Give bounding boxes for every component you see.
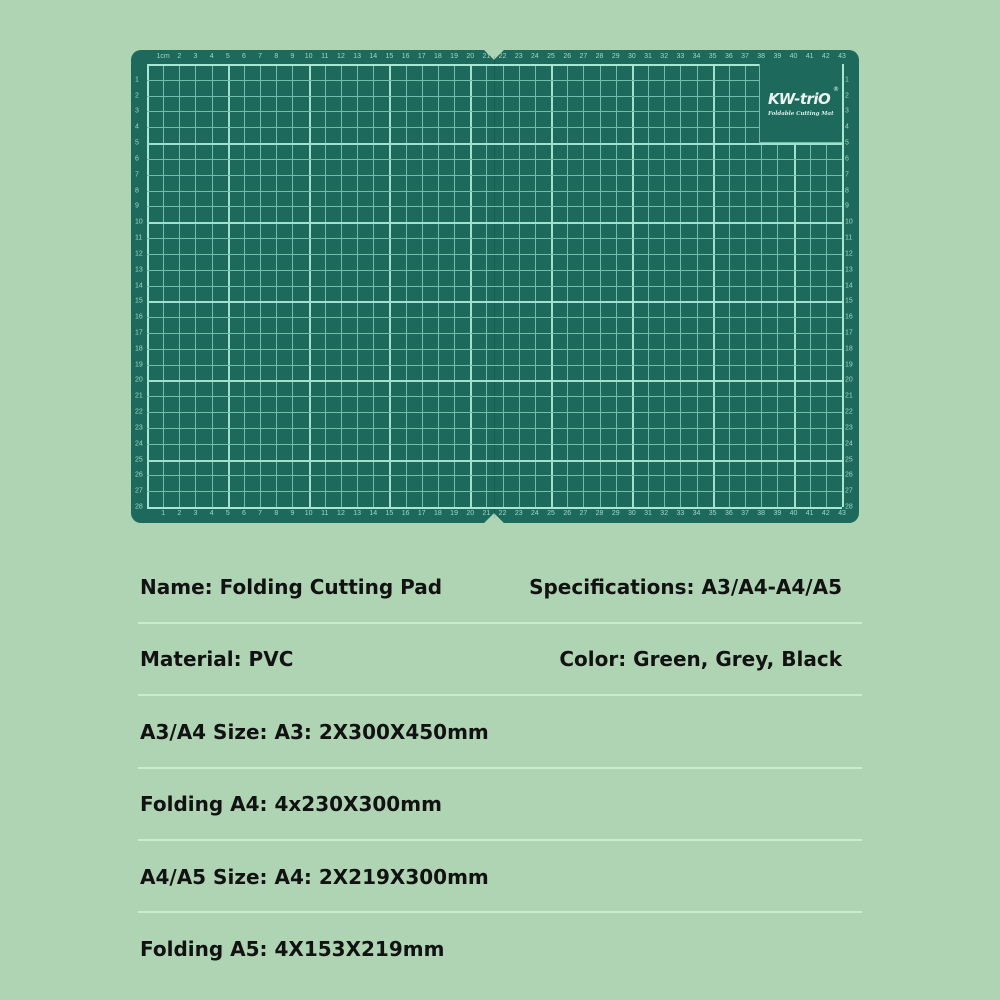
ruler-column-label: 36 — [724, 510, 733, 517]
ruler-row-label: 11 — [845, 234, 853, 242]
ruler-column-label: 18 — [434, 510, 442, 517]
ruler-row-label: 14 — [845, 282, 853, 289]
ruler-column-label: 27 — [579, 53, 588, 60]
ruler-column-label: 35 — [708, 53, 717, 60]
ruler-column-label: 32 — [660, 510, 669, 517]
ruler-column-label: 32 — [660, 53, 669, 60]
grid-horizontal-line — [147, 412, 842, 413]
ruler-column-label: 24 — [531, 510, 539, 517]
ruler-column-label: 33 — [676, 510, 685, 517]
grid-horizontal-line — [147, 301, 842, 303]
ruler-column-label: 24 — [531, 53, 539, 60]
ruler-column-label: 8 — [274, 53, 279, 60]
ruler-column-label: 2 — [177, 510, 182, 517]
ruler-column-label: 28 — [595, 53, 604, 60]
grid-horizontal-line — [147, 270, 842, 271]
grid-horizontal-line — [147, 143, 842, 145]
ruler-row-label: 9 — [135, 202, 139, 210]
ruler-column-label: 12 — [337, 53, 345, 60]
ruler-row-label: 11 — [135, 234, 143, 242]
ruler-row-label: 12 — [845, 250, 853, 258]
ruler-row-label: 27 — [135, 487, 143, 495]
ruler-row-label: 22 — [135, 408, 143, 416]
divider — [138, 694, 862, 696]
ruler-column-label: 40 — [789, 53, 798, 60]
grid-horizontal-line — [147, 491, 842, 492]
grid-horizontal-line — [147, 317, 842, 318]
ruler-column-label: 25 — [547, 53, 555, 60]
ruler-row-label: 17 — [135, 329, 143, 337]
ruler-column-label: 25 — [547, 510, 555, 517]
ruler-row-label: 16 — [135, 313, 143, 321]
ruler-column-label: 37 — [741, 510, 749, 517]
ruler-column-label: 4 — [209, 510, 214, 517]
grid-horizontal-line — [147, 460, 842, 462]
registered-mark: ® — [833, 86, 839, 93]
ruler-column-label: 10 — [304, 53, 313, 60]
ruler-column-label: 9 — [290, 53, 295, 60]
ruler-column-label: 23 — [514, 53, 523, 60]
ruler-column-label: 41 — [805, 53, 814, 60]
ruler-column-label: 28 — [595, 510, 604, 517]
ruler-column-label: 14 — [369, 510, 378, 517]
ruler-row-label: 28 — [845, 503, 853, 511]
divider — [138, 839, 862, 841]
ruler-row-label: 7 — [135, 171, 139, 179]
ruler-column-label: 20 — [466, 510, 475, 517]
grid-horizontal-line — [147, 428, 842, 429]
brand-logo: KW-triO — [768, 90, 831, 108]
divider — [138, 767, 862, 769]
ruler-row-label: 19 — [845, 361, 853, 369]
grid-horizontal-line — [147, 206, 842, 207]
ruler-row-label: 28 — [135, 503, 143, 511]
ruler-row-label: 6 — [135, 155, 139, 163]
ruler-row-label: 20 — [845, 376, 853, 384]
ruler-column-label: 5 — [225, 510, 230, 517]
ruler-column-label: 22 — [498, 510, 507, 517]
ruler-column-label: 20 — [466, 53, 475, 60]
ruler-column-label: 39 — [773, 510, 782, 517]
spec-a3a4-size: A3/A4 Size: A3: 2X300X450mm — [140, 720, 489, 744]
grid-horizontal-line — [147, 64, 842, 66]
ruler-column-label: 5 — [225, 53, 230, 60]
ruler-column-label: 39 — [773, 53, 782, 60]
grid-horizontal-line — [147, 80, 842, 81]
ruler-column-label: 36 — [724, 53, 733, 60]
ruler-row-label: 5 — [135, 139, 139, 147]
ruler-row-label: 25 — [135, 456, 143, 464]
ruler-column-label: 4 — [209, 53, 214, 60]
ruler-column-label: 43 — [838, 53, 846, 60]
ruler-row-label: 18 — [135, 345, 143, 353]
ruler-row-label: 5 — [845, 139, 849, 147]
spec-a4a5-size: A4/A5 Size: A4: 2X219X300mm — [140, 865, 489, 889]
ruler-column-label: 29 — [611, 53, 620, 60]
ruler-column-label: 16 — [401, 510, 410, 517]
grid-horizontal-line — [147, 396, 842, 397]
ruler-row-label: 26 — [845, 471, 853, 479]
ruler-row-label: 23 — [135, 424, 143, 432]
ruler-column-label: 13 — [353, 510, 362, 517]
ruler-row-label: 7 — [845, 171, 849, 179]
ruler-column-label: 37 — [741, 53, 749, 60]
ruler-column-label: 10 — [304, 510, 313, 517]
ruler-column-label: 40 — [789, 510, 798, 517]
ruler-row-label: 13 — [845, 266, 853, 274]
ruler-row-label: 24 — [845, 440, 853, 448]
ruler-column-label: 33 — [676, 53, 685, 60]
grid-horizontal-line — [147, 380, 842, 382]
ruler-column-label: 38 — [757, 510, 766, 517]
ruler-column-label: 42 — [821, 53, 830, 60]
ruler-column-label: 38 — [757, 53, 766, 60]
ruler-row-label: 27 — [845, 487, 853, 495]
grid-horizontal-line — [147, 222, 842, 224]
ruler-row-label: 17 — [845, 329, 853, 337]
ruler-column-label: 31 — [644, 510, 652, 517]
ruler-column-label: 19 — [450, 510, 458, 517]
ruler-column-label: 11 — [321, 53, 329, 60]
spec-color: Color: Green, Grey, Black — [559, 647, 842, 671]
grid-horizontal-line — [147, 365, 842, 366]
ruler-column-label: 30 — [627, 53, 636, 60]
grid-horizontal-line — [147, 159, 842, 160]
grid-horizontal-line — [147, 191, 842, 192]
ruler-row-label: 22 — [845, 408, 853, 416]
divider — [138, 911, 862, 913]
ruler-row-label: 23 — [845, 424, 853, 432]
ruler-row-label: 4 — [845, 123, 849, 131]
ruler-row-label: 4 — [135, 123, 139, 131]
ruler-row-label: 2 — [135, 92, 139, 100]
ruler-column-label: 23 — [514, 510, 523, 517]
ruler-column-label: 17 — [417, 53, 426, 60]
grid-horizontal-line — [147, 475, 842, 476]
ruler-column-label: 1cm — [156, 53, 170, 60]
brand-subtitle: Foldable Cutting Mat — [768, 111, 834, 117]
grid-vertical-line — [842, 64, 844, 507]
ruler-column-label: 18 — [434, 53, 442, 60]
ruler-column-label: 15 — [385, 510, 394, 517]
spec-material: Material: PVC — [140, 647, 294, 671]
ruler-column-label: 17 — [417, 510, 426, 517]
ruler-column-label: 16 — [401, 53, 410, 60]
ruler-column-label: 30 — [627, 510, 636, 517]
ruler-column-label: 6 — [242, 53, 246, 60]
ruler-row-label: 10 — [135, 218, 143, 226]
ruler-column-label: 15 — [385, 53, 394, 60]
spec-folding-a4: Folding A4: 4x230X300mm — [140, 792, 442, 816]
ruler-column-label: 26 — [563, 53, 572, 60]
ruler-row-label: 12 — [135, 250, 143, 258]
spec-folding-a5: Folding A5: 4X153X219mm — [140, 937, 445, 961]
grid-horizontal-line — [147, 507, 842, 509]
ruler-column-label: 27 — [579, 510, 588, 517]
ruler-row-label: 26 — [135, 471, 143, 479]
ruler-row-label: 16 — [845, 313, 853, 321]
grid-horizontal-line — [147, 349, 842, 350]
ruler-column-label: 43 — [838, 510, 846, 517]
ruler-row-label: 3 — [135, 107, 139, 115]
ruler-column-label: 35 — [708, 510, 717, 517]
grid-horizontal-line — [147, 333, 842, 334]
ruler-row-label: 15 — [845, 297, 853, 305]
ruler-row-label: 10 — [845, 218, 853, 226]
grid-horizontal-line — [147, 111, 842, 112]
ruler-column-label: 7 — [258, 53, 263, 60]
ruler-column-label: 9 — [290, 510, 295, 517]
ruler-row-label: 8 — [135, 187, 139, 195]
ruler-column-label: 12 — [337, 510, 345, 517]
ruler-column-label: 3 — [193, 53, 198, 60]
ruler-row-label: 18 — [845, 345, 853, 353]
ruler-column-label: 22 — [498, 53, 507, 60]
ruler-column-label: 21 — [482, 53, 491, 60]
ruler-row-label: 24 — [135, 440, 143, 448]
ruler-column-label: 34 — [692, 53, 701, 60]
ruler-row-label: 3 — [845, 107, 849, 115]
ruler-row-label: 14 — [135, 282, 143, 289]
ruler-column-label: 7 — [258, 510, 263, 517]
grid-horizontal-line — [147, 286, 842, 287]
grid-horizontal-line — [147, 96, 842, 97]
ruler-row-label: 1 — [135, 76, 139, 84]
ruler-column-label: 1 — [161, 510, 166, 517]
ruler-column-label: 31 — [644, 53, 652, 60]
ruler-column-label: 6 — [242, 510, 246, 517]
ruler-column-label: 13 — [353, 53, 362, 60]
ruler-column-label: 2 — [177, 53, 182, 60]
cutting-grid — [147, 64, 842, 507]
ruler-row-label: 21 — [845, 392, 853, 400]
ruler-row-label: 13 — [135, 266, 143, 274]
ruler-column-label: 8 — [274, 510, 279, 517]
divider — [138, 622, 862, 624]
grid-horizontal-line — [147, 175, 842, 176]
spec-specifications: Specifications: A3/A4-A4/A5 — [529, 575, 842, 599]
ruler-row-label: 9 — [845, 202, 849, 210]
ruler-row-label: 25 — [845, 456, 853, 464]
ruler-row-label: 8 — [845, 187, 849, 195]
ruler-column-label: 11 — [321, 510, 329, 517]
ruler-column-label: 26 — [563, 510, 572, 517]
ruler-row-label: 21 — [135, 392, 143, 400]
grid-horizontal-line — [147, 254, 842, 255]
spec-name: Name: Folding Cutting Pad — [140, 575, 443, 599]
ruler-row-label: 15 — [135, 297, 143, 305]
ruler-row-label: 20 — [135, 376, 143, 384]
ruler-column-label: 19 — [450, 53, 458, 60]
brand-logo-box — [759, 64, 842, 143]
ruler-column-label: 3 — [193, 510, 198, 517]
grid-horizontal-line — [147, 444, 842, 445]
grid-horizontal-line — [147, 238, 842, 239]
ruler-column-label: 29 — [611, 510, 620, 517]
ruler-row-label: 1 — [845, 76, 849, 84]
ruler-row-label: 2 — [845, 92, 849, 100]
ruler-column-label: 14 — [369, 53, 378, 60]
ruler-column-label: 34 — [692, 510, 701, 517]
ruler-column-label: 41 — [805, 510, 814, 517]
grid-horizontal-line — [147, 127, 842, 128]
ruler-column-label: 21 — [482, 510, 491, 517]
ruler-column-label: 42 — [821, 510, 830, 517]
ruler-row-label: 6 — [845, 155, 849, 163]
ruler-row-label: 19 — [135, 361, 143, 369]
